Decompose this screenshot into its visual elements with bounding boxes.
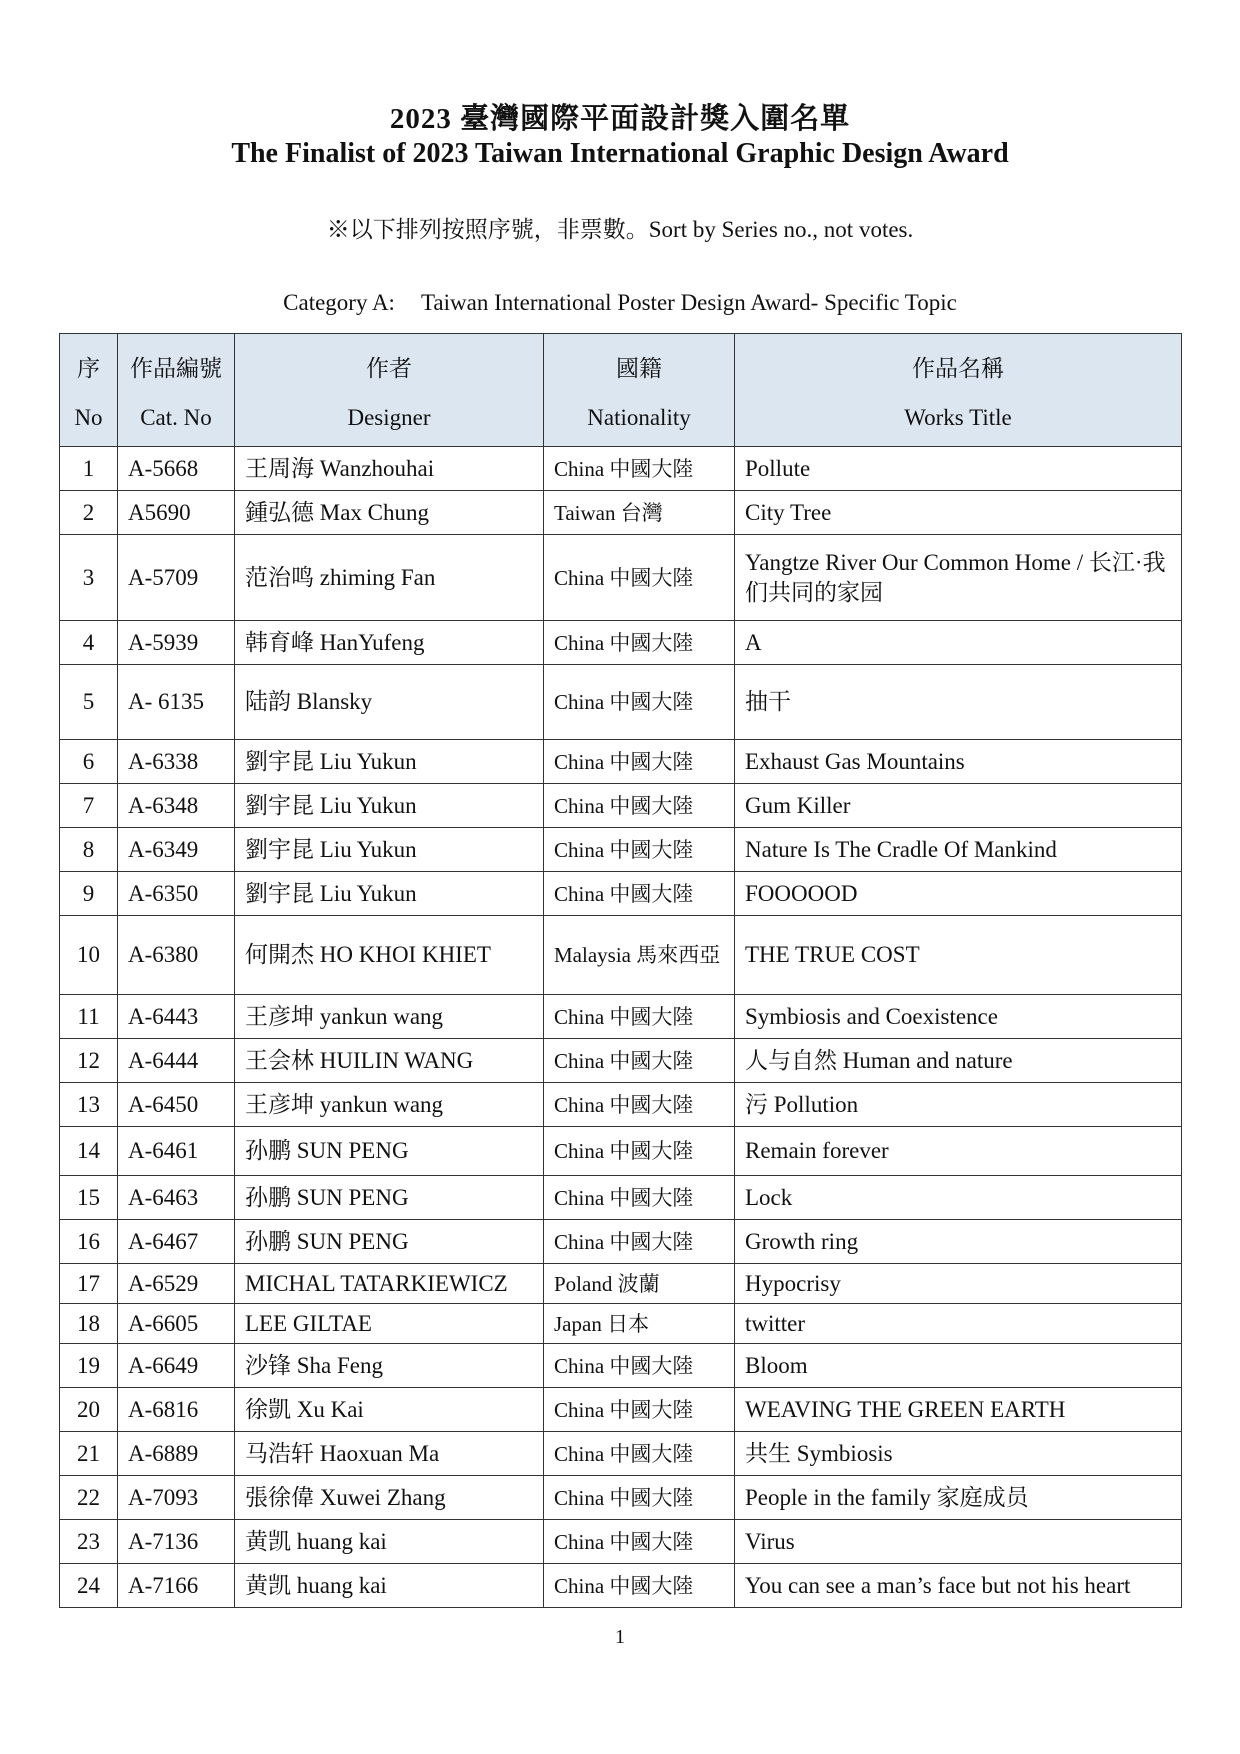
cell-no: 4 (60, 621, 118, 665)
cell-designer: 劉宇昆 Liu Yukun (235, 872, 544, 916)
cell-no: 20 (60, 1388, 118, 1432)
cell-no: 22 (60, 1476, 118, 1520)
cell-works-title: 抽干 (735, 665, 1182, 740)
cell-nationality: China 中國大陸 (544, 535, 735, 621)
table-row (60, 1176, 1182, 1220)
table-row (60, 995, 1182, 1039)
cell-nationality: China 中國大陸 (544, 1176, 735, 1220)
cell-works-title: FOOOOOD (735, 872, 1182, 916)
cell-cat-no: A-6349 (118, 828, 235, 872)
cell-nationality: China 中國大陸 (544, 665, 735, 740)
cell-designer: 王会林 HUILIN WANG (235, 1039, 544, 1083)
cell-cat-no: A-6649 (118, 1344, 235, 1388)
cell-nationality: China 中國大陸 (544, 447, 735, 491)
table-row (60, 1127, 1182, 1176)
cell-designer: 王周海 Wanzhouhai (235, 447, 544, 491)
table-row (60, 784, 1182, 828)
column-header-designer: 作者 Designer (235, 334, 544, 447)
cell-works-title: Yangtze River Our Common Home / 长江·我们共同的家园 (735, 535, 1182, 621)
cell-cat-no: A-6461 (118, 1127, 235, 1176)
cell-designer: 孙鹏 SUN PENG (235, 1220, 544, 1264)
cell-cat-no: A- 6135 (118, 665, 235, 740)
table-row (60, 1520, 1182, 1564)
category-name: Taiwan International Poster Design Award- Specific Topic (420, 290, 957, 315)
cell-cat-no: A-7093 (118, 1476, 235, 1520)
page-number: 1 (615, 1626, 625, 1648)
cell-designer: 韩育峰 HanYufeng (235, 621, 544, 665)
cell-nationality: China 中國大陸 (544, 1432, 735, 1476)
cell-works-title: A (735, 621, 1182, 665)
cell-works-title: City Tree (735, 491, 1182, 535)
cell-no: 11 (60, 995, 118, 1039)
cell-designer: 劉宇昆 Liu Yukun (235, 740, 544, 784)
cell-cat-no: A-7166 (118, 1564, 235, 1608)
table-row (60, 1344, 1182, 1388)
cell-nationality: China 中國大陸 (544, 1344, 735, 1388)
cell-works-title: 污 Pollution (735, 1083, 1182, 1127)
cell-no: 10 (60, 916, 118, 995)
table-row (60, 1432, 1182, 1476)
cell-works-title: Pollute (735, 447, 1182, 491)
cell-works-title: Bloom (735, 1344, 1182, 1388)
cell-works-title: Symbiosis and Coexistence (735, 995, 1182, 1039)
cell-nationality: Malaysia 馬來西亞 (544, 916, 735, 995)
cell-nationality: China 中國大陸 (544, 995, 735, 1039)
cell-no: 3 (60, 535, 118, 621)
table-row (60, 1304, 1182, 1344)
document-title-english: The Finalist of 2023 Taiwan International Graphic Design Award (231, 138, 1009, 169)
cell-designer: 黄凯 huang kai (235, 1520, 544, 1564)
cell-works-title: Hypocrisy (735, 1264, 1182, 1304)
cell-no: 6 (60, 740, 118, 784)
cell-no: 18 (60, 1304, 118, 1344)
cell-no: 8 (60, 828, 118, 872)
cell-cat-no: A-6444 (118, 1039, 235, 1083)
table-row (60, 1039, 1182, 1083)
cell-designer: 马浩轩 Haoxuan Ma (235, 1432, 544, 1476)
table-row (60, 1476, 1182, 1520)
cell-nationality: China 中國大陸 (544, 1127, 735, 1176)
cell-no: 2 (60, 491, 118, 535)
table-row (60, 621, 1182, 665)
cell-no: 15 (60, 1176, 118, 1220)
cell-works-title: You can see a man’s face but not his heart (735, 1564, 1182, 1608)
cell-works-title: Virus (735, 1520, 1182, 1564)
table-row (60, 447, 1182, 491)
cell-works-title: Lock (735, 1176, 1182, 1220)
cell-nationality: China 中國大陸 (544, 1564, 735, 1608)
category-label: Category A: (283, 290, 395, 315)
cell-no: 24 (60, 1564, 118, 1608)
cell-nationality: China 中國大陸 (544, 1388, 735, 1432)
cell-designer: 孙鹏 SUN PENG (235, 1176, 544, 1220)
cell-designer: 沙锋 Sha Feng (235, 1344, 544, 1388)
cell-nationality: China 中國大陸 (544, 621, 735, 665)
cell-works-title: Gum Killer (735, 784, 1182, 828)
sort-note: ※以下排列按照序號，非票數。Sort by Series no., not votes. (326, 217, 914, 242)
cell-nationality: China 中國大陸 (544, 784, 735, 828)
cell-no: 5 (60, 665, 118, 740)
cell-designer: 徐凱 Xu Kai (235, 1388, 544, 1432)
table-row (60, 491, 1182, 535)
cell-nationality: China 中國大陸 (544, 872, 735, 916)
cell-works-title: Exhaust Gas Mountains (735, 740, 1182, 784)
cell-nationality: China 中國大陸 (544, 1520, 735, 1564)
table-row (60, 1220, 1182, 1264)
cell-designer: 劉宇昆 Liu Yukun (235, 784, 544, 828)
column-header-works-title: 作品名稱 Works Title (735, 334, 1182, 447)
cell-no: 13 (60, 1083, 118, 1127)
cell-cat-no: A-6450 (118, 1083, 235, 1127)
column-header-cat-no: 作品編號 Cat. No (118, 334, 235, 447)
cell-works-title: THE TRUE COST (735, 916, 1182, 995)
cell-cat-no: A-6605 (118, 1304, 235, 1344)
cell-no: 21 (60, 1432, 118, 1476)
table-header-row (60, 334, 1182, 447)
cell-designer: 王彦坤 yankun wang (235, 995, 544, 1039)
cell-nationality: China 中國大陸 (544, 828, 735, 872)
cell-cat-no: A-6889 (118, 1432, 235, 1476)
cell-designer: 張徐偉 Xuwei Zhang (235, 1476, 544, 1520)
table-row (60, 828, 1182, 872)
cell-designer: 黄凯 huang kai (235, 1564, 544, 1608)
table-row (60, 872, 1182, 916)
document-title-chinese: 2023 臺灣國際平面設計獎入圍名單 (389, 103, 851, 135)
cell-cat-no: A-6350 (118, 872, 235, 916)
cell-designer: 劉宇昆 Liu Yukun (235, 828, 544, 872)
cell-cat-no: A-6443 (118, 995, 235, 1039)
cell-works-title: WEAVING THE GREEN EARTH (735, 1388, 1182, 1432)
cell-designer: 何開杰 HO KHOI KHIET (235, 916, 544, 995)
cell-designer: MICHAL TATARKIEWICZ (235, 1264, 544, 1304)
table-row (60, 740, 1182, 784)
cell-cat-no: A-6816 (118, 1388, 235, 1432)
cell-designer: 孙鹏 SUN PENG (235, 1127, 544, 1176)
table-row (60, 1264, 1182, 1304)
cell-cat-no: A-6348 (118, 784, 235, 828)
cell-cat-no: A-7136 (118, 1520, 235, 1564)
cell-designer: 陆韵 Blansky (235, 665, 544, 740)
cell-nationality: Poland 波蘭 (544, 1264, 735, 1304)
cell-nationality: Japan 日本 (544, 1304, 735, 1344)
cell-no: 14 (60, 1127, 118, 1176)
cell-cat-no: A5690 (118, 491, 235, 535)
cell-no: 7 (60, 784, 118, 828)
cell-cat-no: A-6467 (118, 1220, 235, 1264)
table-row (60, 535, 1182, 621)
cell-designer: 鍾弘德 Max Chung (235, 491, 544, 535)
cell-cat-no: A-6463 (118, 1176, 235, 1220)
cell-cat-no: A-5709 (118, 535, 235, 621)
category-heading (0, 290, 1240, 316)
cell-designer: 王彦坤 yankun wang (235, 1083, 544, 1127)
cell-works-title: twitter (735, 1304, 1182, 1344)
cell-no: 17 (60, 1264, 118, 1304)
cell-no: 1 (60, 447, 118, 491)
finalist-table (59, 333, 1182, 1608)
cell-no: 12 (60, 1039, 118, 1083)
cell-cat-no: A-6529 (118, 1264, 235, 1304)
cell-nationality: China 中國大陸 (544, 1039, 735, 1083)
cell-cat-no: A-6338 (118, 740, 235, 784)
cell-works-title: Remain forever (735, 1127, 1182, 1176)
cell-nationality: China 中國大陸 (544, 740, 735, 784)
cell-no: 23 (60, 1520, 118, 1564)
cell-nationality: China 中國大陸 (544, 1476, 735, 1520)
cell-no: 9 (60, 872, 118, 916)
table-row (60, 1564, 1182, 1608)
cell-nationality: China 中國大陸 (544, 1083, 735, 1127)
table-row (60, 916, 1182, 995)
cell-no: 19 (60, 1344, 118, 1388)
cell-nationality: China 中國大陸 (544, 1220, 735, 1264)
column-header-nationality: 國籍 Nationality (544, 334, 735, 447)
cell-nationality: Taiwan 台灣 (544, 491, 735, 535)
cell-works-title: People in the family 家庭成员 (735, 1476, 1182, 1520)
cell-cat-no: A-6380 (118, 916, 235, 995)
cell-designer: 范治鸣 zhiming Fan (235, 535, 544, 621)
table-row (60, 1083, 1182, 1127)
cell-cat-no: A-5939 (118, 621, 235, 665)
table-row (60, 665, 1182, 740)
cell-designer: LEE GILTAE (235, 1304, 544, 1344)
cell-works-title: Growth ring (735, 1220, 1182, 1264)
table-row (60, 1388, 1182, 1432)
column-header-no: 序 No (60, 334, 118, 447)
cell-works-title: 共生 Symbiosis (735, 1432, 1182, 1476)
cell-no: 16 (60, 1220, 118, 1264)
cell-works-title: Nature Is The Cradle Of Mankind (735, 828, 1182, 872)
cell-works-title: 人与自然 Human and nature (735, 1039, 1182, 1083)
cell-cat-no: A-5668 (118, 447, 235, 491)
